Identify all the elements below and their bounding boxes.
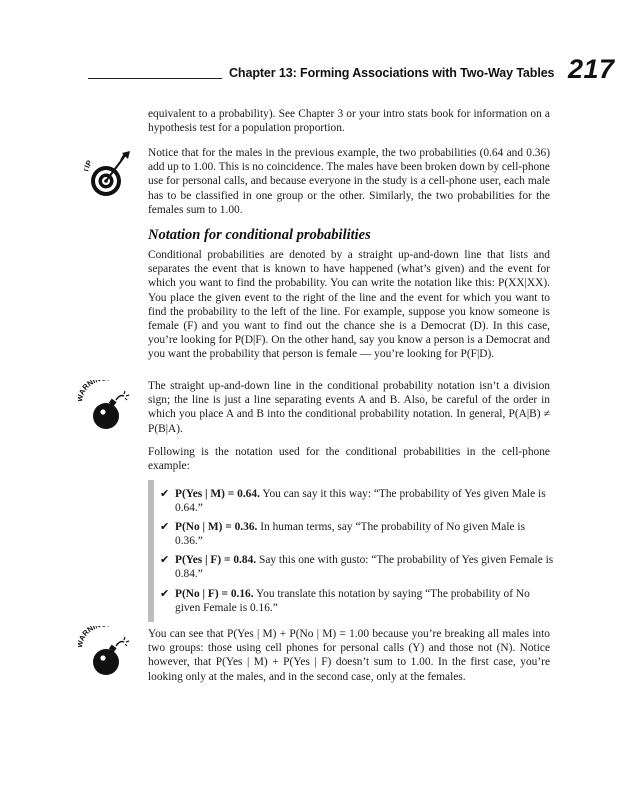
following-paragraph: Following is the notation used for the conditional probabilities in the cell-phone example: [148,446,550,473]
bullet-label: P(Yes | F) = 0.84. [175,554,257,566]
tip-target-icon [84,147,134,201]
check-icon: ✔ [160,553,170,566]
list-item [160,487,554,515]
bullet-label: P(Yes | M) = 0.64. [175,488,260,500]
check-icon: ✔ [160,587,170,600]
svg-text:TIP [84,159,94,174]
svg-text:WARNING! [78,380,110,402]
check-icon: ✔ [160,487,170,500]
section-heading: Notation for conditional probabilities [148,227,371,243]
bullet-text: You can say it this way: “The probability of Yes given Male is 0.64.” [175,488,546,515]
bullet-label: P(No | M) = 0.36. [175,521,258,533]
notation-paragraph: Conditional probabilities are denoted by a straight up-and-down line that lists and separates the event that is known to have happened (what’s given) and the event for which you want to find the probability. You can write the notation like this: P(XX|XX). You place the given event to the right of the line and the event for which you want to find the probability to the left of the line. For example, suppose you know someone is female (F) and you want to find out the chance she is a Democrat (D). In this case, you’re looking for P(D|F). On the other hand, say you know a person is a Democrat and you want the probability that person is female — you’re looking for P(F|D). [148,249,550,361]
tip-paragraph: Notice that for the males in the previous example, the two probabilities (0.64 and 0.36) add up to 1.00. This is no coincidence. The males have been broken down by cell-phone use for personal calls, and because everyone in the study is a cell-phone user, each male has to be classified in one group or the other. Similarly, the two probabilities for the females sum to 1.00. [148,147,550,216]
list-item [160,587,554,615]
header-rule [88,78,222,79]
chapter-title: Chapter 13: Forming Associations with Two-Way Tables [229,66,555,80]
bullet-text: You translate this notation by saying “The probability of No given Female is 0.16.” [175,588,530,615]
page-number: 217 [568,54,615,84]
warning-label: RNI [80,626,97,638]
warning-bomb-icon [78,626,138,680]
warning-paragraph-2: You can see that P(Yes | M) + P(No | M) = 1.00 because you’re breaking all males into two groups: those using cell phones for personal calls (Y) and those not (N). Notice however, that P(Yes | M) + P(Yes | F) doesn’t sum to 1.00. In the first case, you’re looking only at the males, and in the second case, only at the females. [148,628,550,683]
warning-paragraph-1: The straight up-and-down line in the conditional probability notation isn’t a division sign; the line is just a line separating events A and B. Also, be careful of the order in which you place A and B into the conditional probability notation. In general, P(A|B) ≠ P(B|A). [148,380,550,435]
warning-bomb-icon [78,380,138,434]
check-icon: ✔ [160,520,170,533]
svg-text:WARNING! [78,626,110,648]
intro-paragraph: equivalent to a probability). See Chapter 3 or your intro stats book for information on a hypothesis test for a population proportion. [148,108,550,135]
warning-label: RNI [80,380,97,392]
list-item [160,520,554,548]
bullet-text: In human terms, say “The probability of No given Male is 0.36.” [175,521,526,548]
bullet-text: Say this one with gusto: “The probability of Yes given Female is 0.84.” [175,554,554,581]
bullet-label: P(No | F) = 0.16. [175,588,254,600]
tip-label: P [84,158,94,168]
list-item [160,553,554,581]
